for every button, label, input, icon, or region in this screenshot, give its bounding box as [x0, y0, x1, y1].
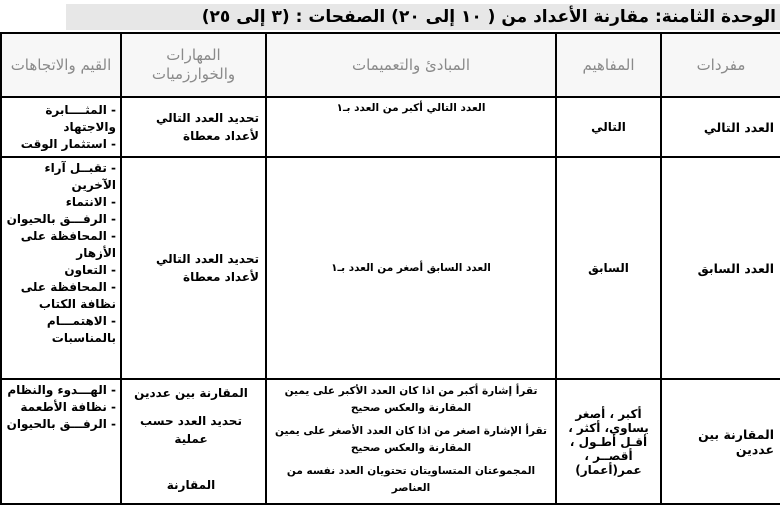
principle-text: تقرأ إشارة أكبر من اذا كان العدد الأكبر على يمين المقارنة والعكس صحيح — [284, 385, 538, 414]
row-concept: التالي — [556, 97, 661, 157]
value-item: - الانتماء — [65, 195, 116, 209]
header-values: القيم والاتجاهات — [1, 33, 121, 97]
skill-text: تحديد العدد التالي لأعداد معطاة — [155, 111, 259, 143]
value-item: - الرفـــق بالحيوان — [6, 212, 116, 226]
row-values — [1, 97, 121, 157]
row-word: العدد السابق — [661, 157, 780, 379]
header-vocabulary: مفردات — [661, 33, 780, 97]
principle-text: العدد التالي أكبر من العدد بـ١ — [336, 102, 486, 114]
row-principles — [266, 157, 556, 379]
unit-title: الوحدة الثامنة: مقارنة الأعداد من ( ١٠ إلى ٢٠) الصفحات : (٣ إلى ٢٥) — [66, 4, 780, 30]
unit-table — [0, 32, 780, 505]
row-skills — [121, 97, 266, 157]
header-skills: المهارات والخوارزميات — [121, 33, 266, 97]
value-item: - استثمار الوقت — [20, 136, 116, 151]
skill-text: المقارنة — [166, 478, 216, 492]
value-item: - الرفـــق بالحيوان — [6, 417, 116, 431]
row-concept: أكبر ، أصغر يساوي، أكثر ، أقـل أطـول ، أقصــر ، عمر(أعمار) — [556, 379, 661, 504]
value-item: - نظافة الأطعمة — [20, 400, 116, 414]
value-item: - التعاون — [64, 263, 116, 277]
skill-text: المقارنة بين عددين — [134, 386, 248, 400]
value-item: - المحافظة على الأزهار — [20, 229, 116, 260]
value-item: - الهـــدوء والنظام — [7, 383, 116, 397]
table-row — [1, 157, 780, 379]
value-item: - تقبــل آراء الآخرين — [44, 161, 116, 192]
value-item: - الاهتمـــام بالمناسبات — [46, 314, 116, 345]
row-principles — [266, 379, 556, 504]
row-values — [1, 379, 121, 504]
table-row — [1, 379, 780, 504]
value-item: - المثــــابرة والاجتهاد — [45, 102, 116, 134]
header-principles: المبادئ والتعميمات — [266, 33, 556, 97]
row-skills — [121, 157, 266, 379]
principle-text: تقرأ الإشارة اصغر من اذا كان العدد الأصغر على يمين المقارنة والعكس صحيح — [275, 425, 547, 454]
row-word: المقارنة بين عددين — [661, 379, 780, 504]
row-concept: السابق — [556, 157, 661, 379]
row-values — [1, 157, 121, 379]
row-skills — [121, 379, 266, 504]
row-principles — [266, 97, 556, 157]
skill-text: تحديد العدد التالي لأعداد معطاة — [155, 252, 259, 284]
principle-text: العدد السابق أصغر من العدد بـ١ — [331, 261, 491, 274]
header-concepts: المفاهيم — [556, 33, 661, 97]
table-row — [1, 97, 780, 157]
table-header-row — [1, 33, 780, 97]
skill-text: تحديد العدد حسب عملية — [140, 414, 242, 446]
principle-text: المجموعتان المتساويتان تحتويان العدد نفسه من العناصر — [286, 465, 536, 494]
row-word: العدد التالي — [661, 97, 780, 157]
value-item: - المحافظة على نظافة الكتاب — [20, 280, 116, 311]
